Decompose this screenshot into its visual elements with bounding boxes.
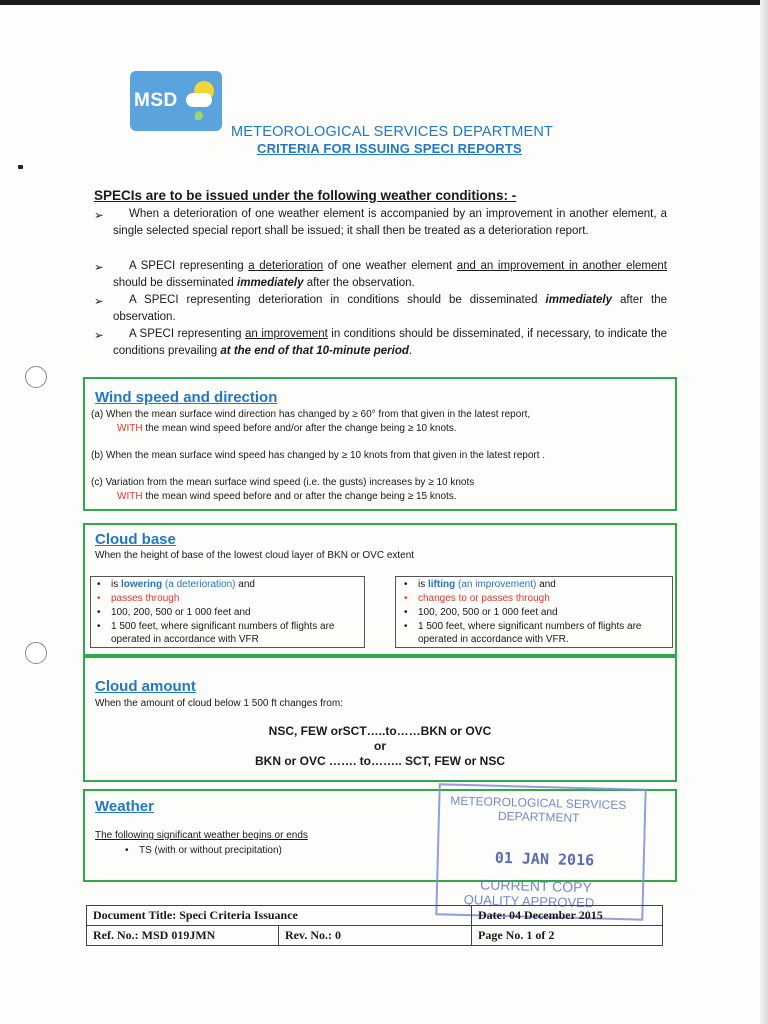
underlined-text: an improvement <box>245 328 328 340</box>
wind-criterion-b: (b) When the mean surface wind speed has changed by ≥ 10 knots from that given in the latest report . <box>91 450 546 461</box>
text: (an improvement) <box>455 579 537 590</box>
text: should be disseminated <box>113 277 238 289</box>
footer-ref: Ref. No.: MSD 019JMN <box>86 925 279 946</box>
lowering-criteria <box>90 576 365 648</box>
scan-right-edge <box>760 0 768 1024</box>
weather-title: Weather <box>95 798 154 815</box>
emphasis-text: at the end of that 10-minute period <box>220 345 409 357</box>
footer-rev: Rev. No.: 0 <box>278 925 472 946</box>
scan-top-edge <box>0 0 768 5</box>
text: of one weather element <box>323 260 457 272</box>
arrow-bullet-icon: ➢ <box>94 262 104 274</box>
wind-section <box>83 377 677 511</box>
list-item: • 100, 200, 500 or 1 000 feet and <box>418 606 558 619</box>
wind-criterion-c-cont <box>117 490 457 504</box>
keyword: lowering <box>121 579 163 590</box>
cloud-amount-title: Cloud amount <box>95 678 196 695</box>
weather-desc: The following significant weather begins or ends <box>95 830 308 841</box>
footer-doc-title: Document Title: Speci Criteria Issuance <box>86 905 472 926</box>
condition-2 <box>113 258 667 292</box>
list-item <box>418 578 556 591</box>
wind-title: Wind speed and direction <box>95 389 278 406</box>
text: is <box>111 579 121 590</box>
text: A SPECI representing <box>129 260 249 272</box>
msd-logo <box>130 71 222 131</box>
footer-page: Page No. 1 of 2 <box>471 925 663 946</box>
keyword: lifting <box>428 579 456 590</box>
list-item: • passes through <box>111 592 179 605</box>
text: is <box>418 579 428 590</box>
text: and <box>536 579 556 590</box>
condition-4 <box>113 326 667 360</box>
list-item: • 100, 200, 500 or 1 000 feet and <box>111 606 251 619</box>
text: the mean wind speed before and/or after the change being ≥ 10 knots. <box>142 423 457 434</box>
condition-1-text: When a deterioration of one weather element is accompanied by an improvement in another element, a single selected special report shall be issued; it shall then be treated as a deterioration report. <box>113 208 667 237</box>
condition-3 <box>113 292 667 326</box>
lifting-criteria <box>395 576 673 648</box>
list-item: • changes to or passes through <box>418 592 550 605</box>
wind-criterion-a: (a) When the mean surface wind direction has changed by ≥ 60° from that given in the latest report, <box>91 409 531 420</box>
arrow-bullet-icon: ➢ <box>94 210 104 222</box>
intro-heading: SPECIs are to be issued under the following weather conditions: - <box>94 188 517 203</box>
text: A SPECI representing deterioration in conditions should be disseminated <box>129 294 546 306</box>
wind-criterion-c: (c) Variation from the mean surface wind speed (i.e. the gusts) increases by ≥ 10 knots <box>91 477 475 488</box>
text: after the observation. <box>303 277 415 289</box>
text: in conditions should be disseminated, if necessary, to indicate the conditions prevailing <box>113 328 667 357</box>
scan-mark <box>18 165 23 169</box>
text: and <box>235 579 255 590</box>
document-subtitle: CRITERIA FOR ISSUING SPECI REPORTS <box>257 141 522 156</box>
condition-1 <box>113 206 667 240</box>
emphasis-text: immediately <box>545 294 613 306</box>
leaf-icon <box>195 111 203 120</box>
emphasis-text: immediately <box>237 277 304 289</box>
cloud-icon <box>186 93 212 107</box>
stamp-line-4: QUALITY APPROVED <box>463 891 595 911</box>
text: . <box>408 345 413 357</box>
with-keyword: WITH <box>117 423 143 434</box>
list-item <box>111 578 255 591</box>
list-item: • 1 500 feet, where significant numbers of flights are operated in accordance with VFR <box>111 620 356 646</box>
text: the mean wind speed before and or after the change being ≥ 15 knots. <box>142 491 457 502</box>
cloud-amount-change-1: NSC, FEW orSCT…..to……BKN or OVC <box>268 724 492 738</box>
cloud-amount-change-2: BKN or OVC ……. to…….. SCT, FEW or NSC <box>254 754 505 768</box>
cloud-base-title: Cloud base <box>95 531 176 548</box>
text: (a deterioration) <box>162 579 236 590</box>
stamp-line-2: DEPARTMENT <box>497 808 580 825</box>
cloud-base-desc: When the height of base of the lowest cloud layer of BKN or OVC extent <box>95 550 415 561</box>
cloud-base-section <box>83 523 677 656</box>
with-keyword: WITH <box>117 491 143 502</box>
arrow-bullet-icon: ➢ <box>94 296 104 308</box>
cloud-amount-or: or <box>374 739 386 753</box>
text: after the observation. <box>113 294 668 323</box>
cloud-amount-desc: When the amount of cloud below 1 500 ft changes from: <box>95 698 343 709</box>
document-footer <box>86 905 663 947</box>
wind-criterion-a-cont <box>117 422 457 436</box>
stamp-date: 01 JAN 2016 <box>494 848 595 870</box>
stamp-line-1: METEOROLOGICAL SERVICES <box>450 793 627 813</box>
quality-approval-stamp <box>435 783 646 920</box>
underlined-text: a deterioration <box>248 260 324 272</box>
punch-hole-bottom <box>25 642 47 664</box>
logo-text: MSD <box>134 90 178 111</box>
department-name: METEOROLOGICAL SERVICES DEPARTMENT <box>231 124 554 140</box>
stamp-line-3: CURRENT COPY <box>479 876 593 896</box>
underlined-text: and an improvement in another element <box>456 260 667 272</box>
text: A SPECI representing <box>129 328 246 340</box>
footer-date: Date: 04 December 2015 <box>471 905 663 926</box>
punch-hole-top <box>25 366 47 388</box>
list-item: • 1 500 feet, where significant numbers of flights are operated in accordance with VFR. <box>418 620 666 646</box>
weather-item: • TS (with or without precipitation) <box>139 844 282 857</box>
arrow-bullet-icon: ➢ <box>94 330 104 342</box>
